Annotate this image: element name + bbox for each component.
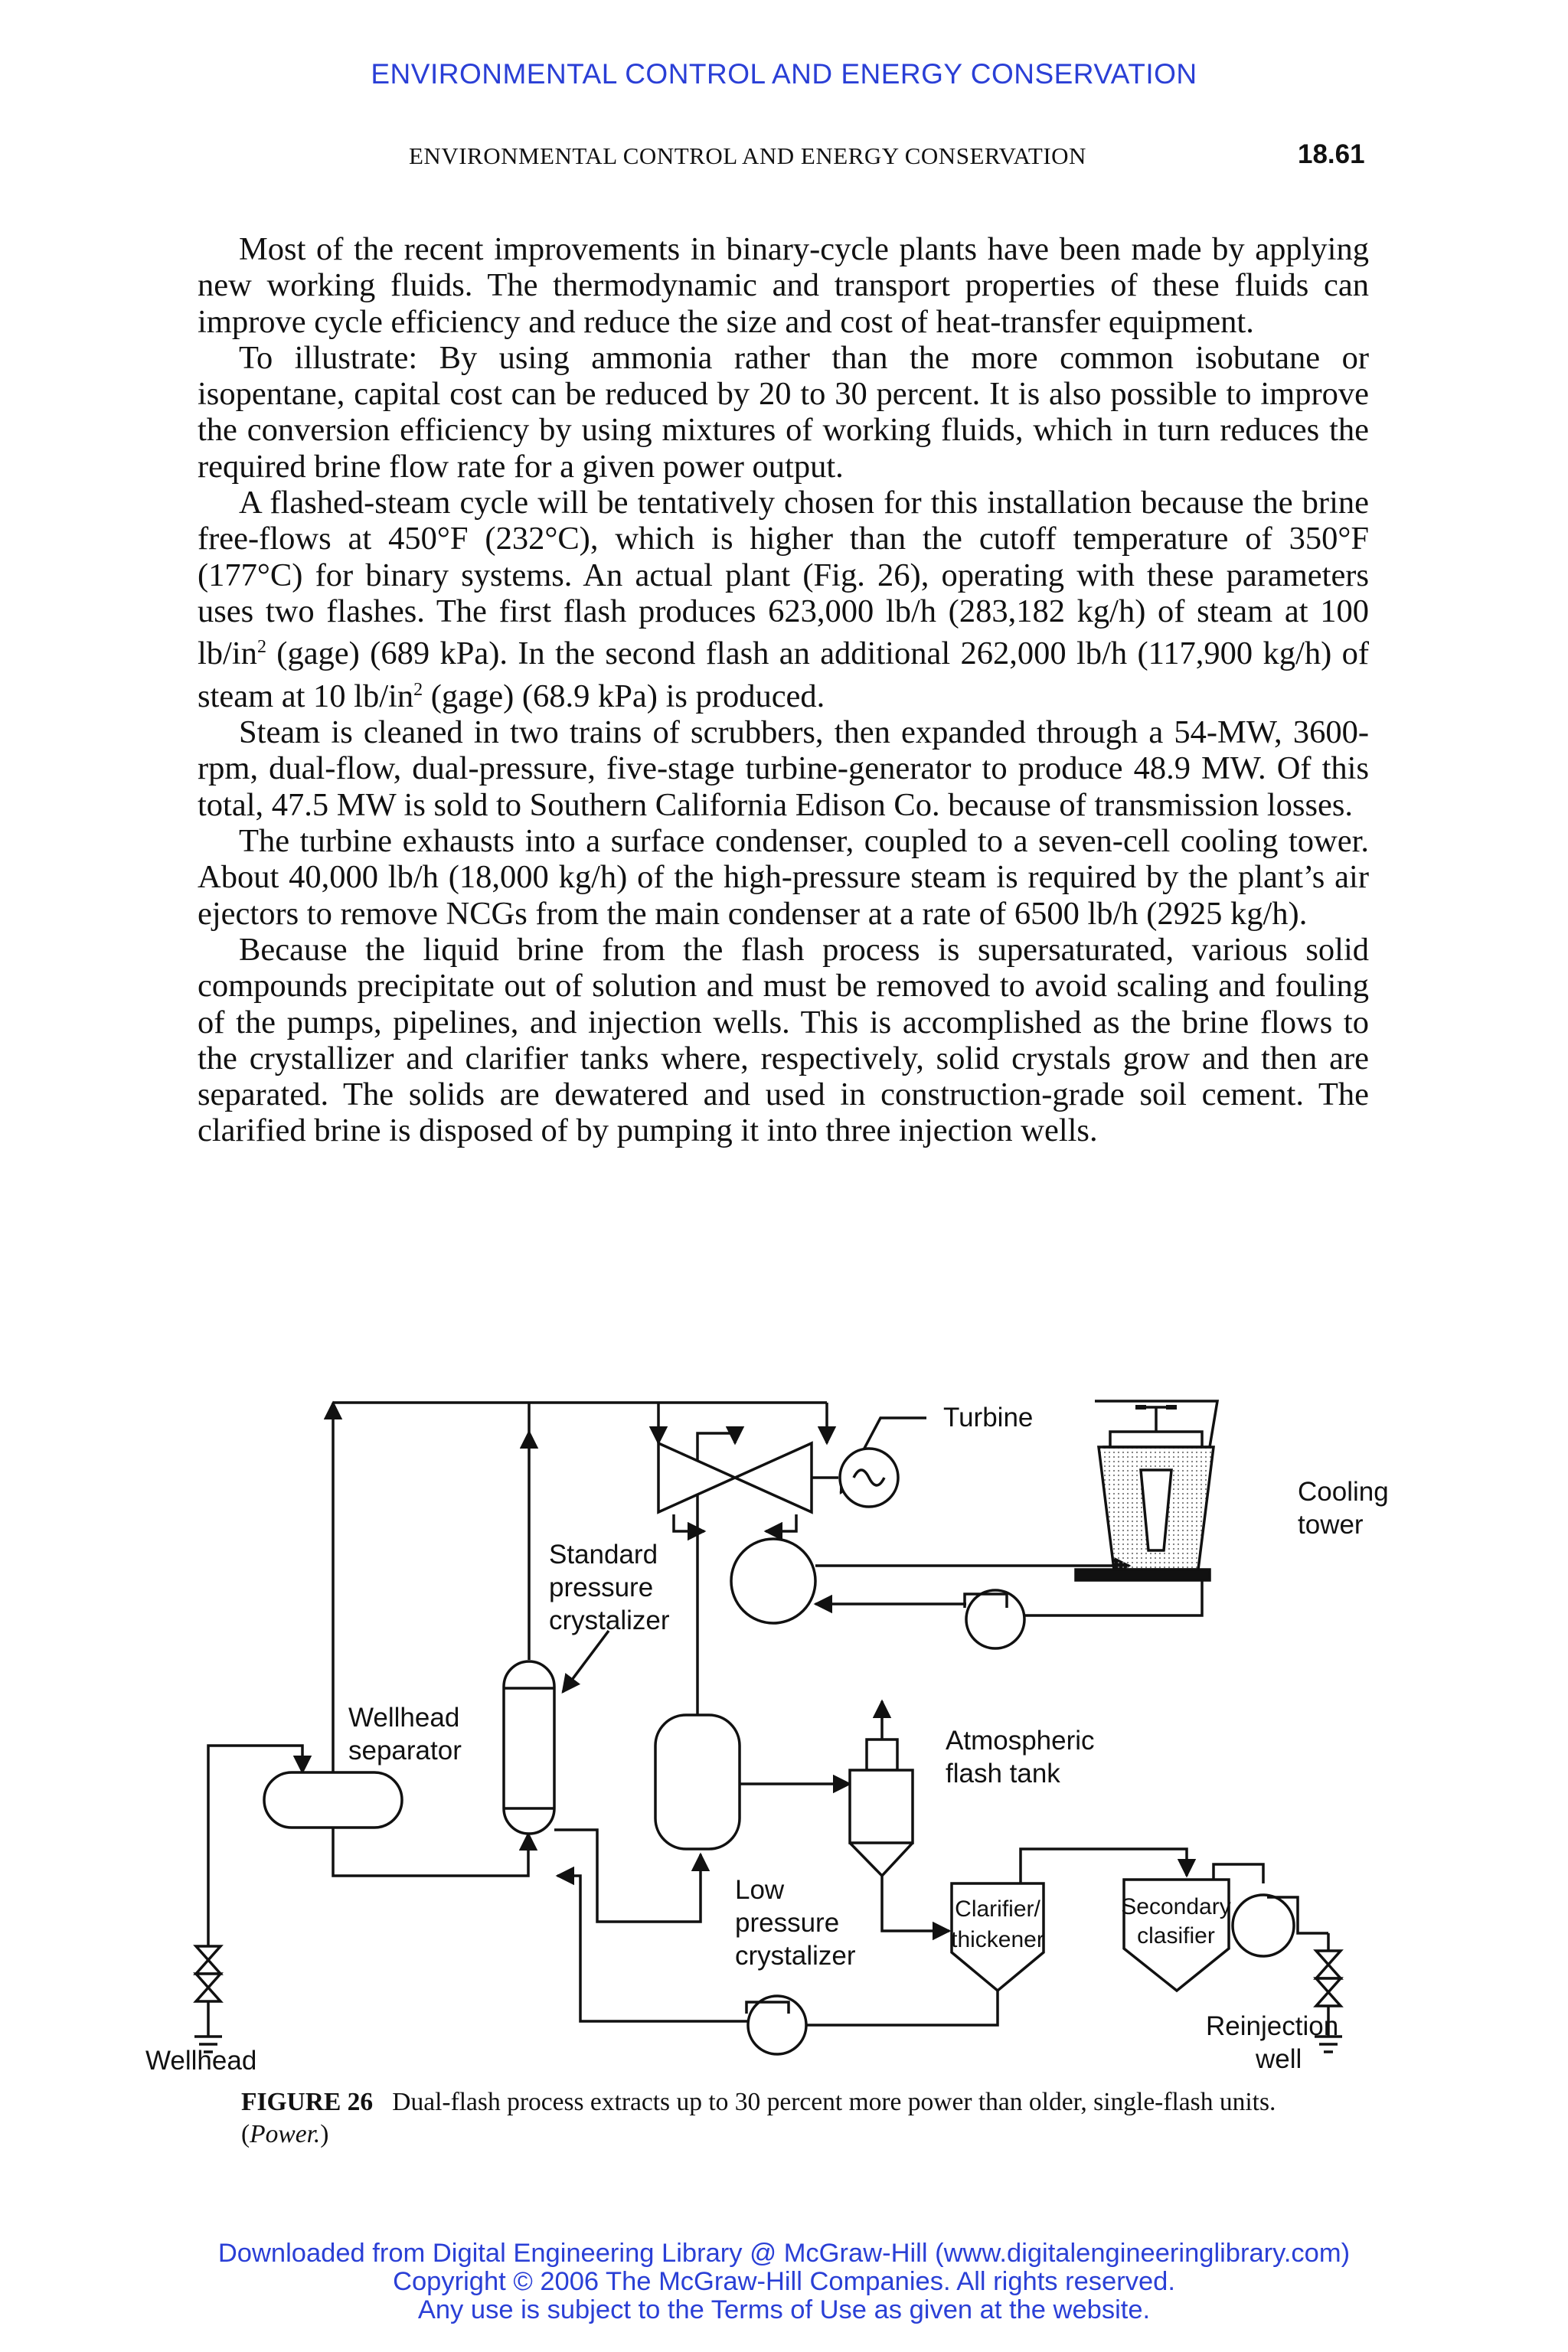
footer-terms: Any use is subject to the Terms of Use as given at the website.: [417, 2295, 1151, 2324]
footer-download-link[interactable]: Downloaded from Digital Engineering Library @ McGraw-Hill (www.digitalengineeringlibrary.com): [217, 2239, 1351, 2268]
top-banner: ENVIRONMENTAL CONTROL AND ENERGY CONSERVATION: [371, 58, 1197, 90]
paragraph: Most of the recent improvements in binary-cycle plants have been made by applying new working fluids. The thermodynamic and transport properties of these fluids can improve cycle efficiency and reduce the size and cost of heat-transfer equipment.: [198, 231, 1369, 340]
label-clarifier: Clarifier/: [955, 1896, 1040, 1922]
running-head: ENVIRONMENTAL CONTROL AND ENERGY CONSERVATION: [409, 142, 1086, 169]
wellhead-valve-icon: [194, 1931, 222, 2052]
paragraph-text: (gage) (68.9 kPa) is produced.: [423, 678, 825, 714]
label-low-crystalizer: pressure: [735, 1908, 840, 1938]
label-standard-crystalizer: Standard: [549, 1540, 658, 1570]
label-reinjection-well: Reinjection: [1206, 2011, 1339, 2041]
footer: [0, 2239, 1568, 2324]
label-wellhead: Wellhead: [145, 2046, 257, 2076]
label-standard-crystalizer: pressure: [549, 1573, 654, 1602]
caption-close: ): [320, 2120, 329, 2148]
label-cooling-tower: Cooling: [1298, 1477, 1389, 1507]
paragraph-text: (gage) (689 kPa). In the second flash an additional 262,000 lb/h (117,900 kg/h) of steam at 10 lb/in: [198, 635, 1369, 714]
wellhead-separator: [264, 1772, 402, 1828]
label-cooling-tower: tower: [1298, 1510, 1364, 1540]
label-clarifier: thickener: [951, 1927, 1044, 1952]
label-low-crystalizer: Low: [735, 1875, 785, 1905]
superscript: 2: [413, 679, 423, 700]
label-standard-crystalizer: crystalizer: [549, 1606, 670, 1635]
label-wellhead-separator: Wellhead: [348, 1703, 460, 1733]
reinjection-pump-icon: [748, 1996, 806, 2054]
superscript: 2: [256, 637, 266, 658]
body-text: [198, 231, 1369, 1149]
process-diagram: [138, 1386, 1439, 2094]
caption-source: Power.: [250, 2120, 321, 2148]
atmospheric-flash-tank: [850, 1701, 949, 1931]
paragraph: The turbine exhausts into a surface condenser, coupled to a seven-cell cooling tower. About 40,000 lb/h (18,000 kg/h) of the high-pressure steam is required by the plant’s air ejectors to remove NCGs from the main condenser at a rate of 6500 lb/h (2925 kg/h).: [198, 823, 1369, 932]
paragraph: Because the liquid brine from the flash process is supersaturated, various solid compounds precipitate out of solution and must be removed to avoid scaling and fouling of the pumps, pipelines, and injection wells. This is accomplished as the brine flows to the crystallizer and clarifier tanks where, respectively, solid crystals grow and then are separated. The solids are dewatered and used in construction-grade soil cement. The clarified brine is disposed of by pumping it into three injection wells.: [198, 931, 1369, 1149]
figure-caption: [241, 2086, 1328, 2151]
footer-copyright: Copyright © 2006 The McGraw-Hill Companies. All rights reserved.: [393, 2267, 1175, 2296]
turbine-icon: [658, 1443, 812, 1531]
label-wellhead-separator: separator: [348, 1736, 462, 1766]
condenser: [731, 1539, 815, 1623]
label-atmospheric-flash-tank: flash tank: [946, 1759, 1060, 1788]
cooling-tower-icon: [1076, 1401, 1217, 1580]
label-atmospheric-flash-tank: Atmospheric: [946, 1726, 1095, 1756]
paragraph-text: A flashed-steam cycle will be tentatively chosen for this installation because the brine free-flows at 450°F (232°C), which is higher than the cutoff temperature of 350°F (177°C) for binary systems. An actual plant (Fig. 26), operating with these parameters uses two flashes. The first flash produces 623,000 lb/h (283,182 kg/h) of steam at 100 lb/in: [198, 485, 1369, 672]
paragraph: [198, 485, 1369, 714]
label-secondary-classifier: clasifier: [1137, 1923, 1215, 1949]
injection-pump-icon: [1233, 1895, 1294, 1956]
page-number: 18.61: [1298, 139, 1365, 169]
label-secondary-classifier: Secondary: [1121, 1894, 1231, 1919]
paragraph: To illustrate: By using ammonia rather than the more common isobutane or isopentane, capital cost can be reduced by 20 to 30 percent. It is also possible to improve the conversion efficiency by using mixtures of working fluids, which in turn reduces the required brine flow rate for a given power output.: [198, 339, 1369, 485]
label-low-crystalizer: crystalizer: [735, 1941, 856, 1971]
circulating-pump-icon: [966, 1590, 1024, 1648]
paragraph: Steam is cleaned in two trains of scrubbers, then expanded through a 54-MW, 3600-rpm, dual-flow, dual-pressure, five-stage turbine-generator to produce 48.9 MW. Of this total, 47.5 MW is sold to Southern California Edison Co. because of transmission losses.: [198, 714, 1369, 823]
label-reinjection-well: well: [1256, 2044, 1302, 2074]
caption-label: FIGURE 26: [241, 2088, 374, 2116]
caption-text: Dual-flash process extracts up to 30 percent more power than older, single-flash units. (: [241, 2088, 1276, 2148]
low-pressure-crystalizer: [655, 1715, 740, 1849]
label-turbine: Turbine: [943, 1403, 1034, 1432]
